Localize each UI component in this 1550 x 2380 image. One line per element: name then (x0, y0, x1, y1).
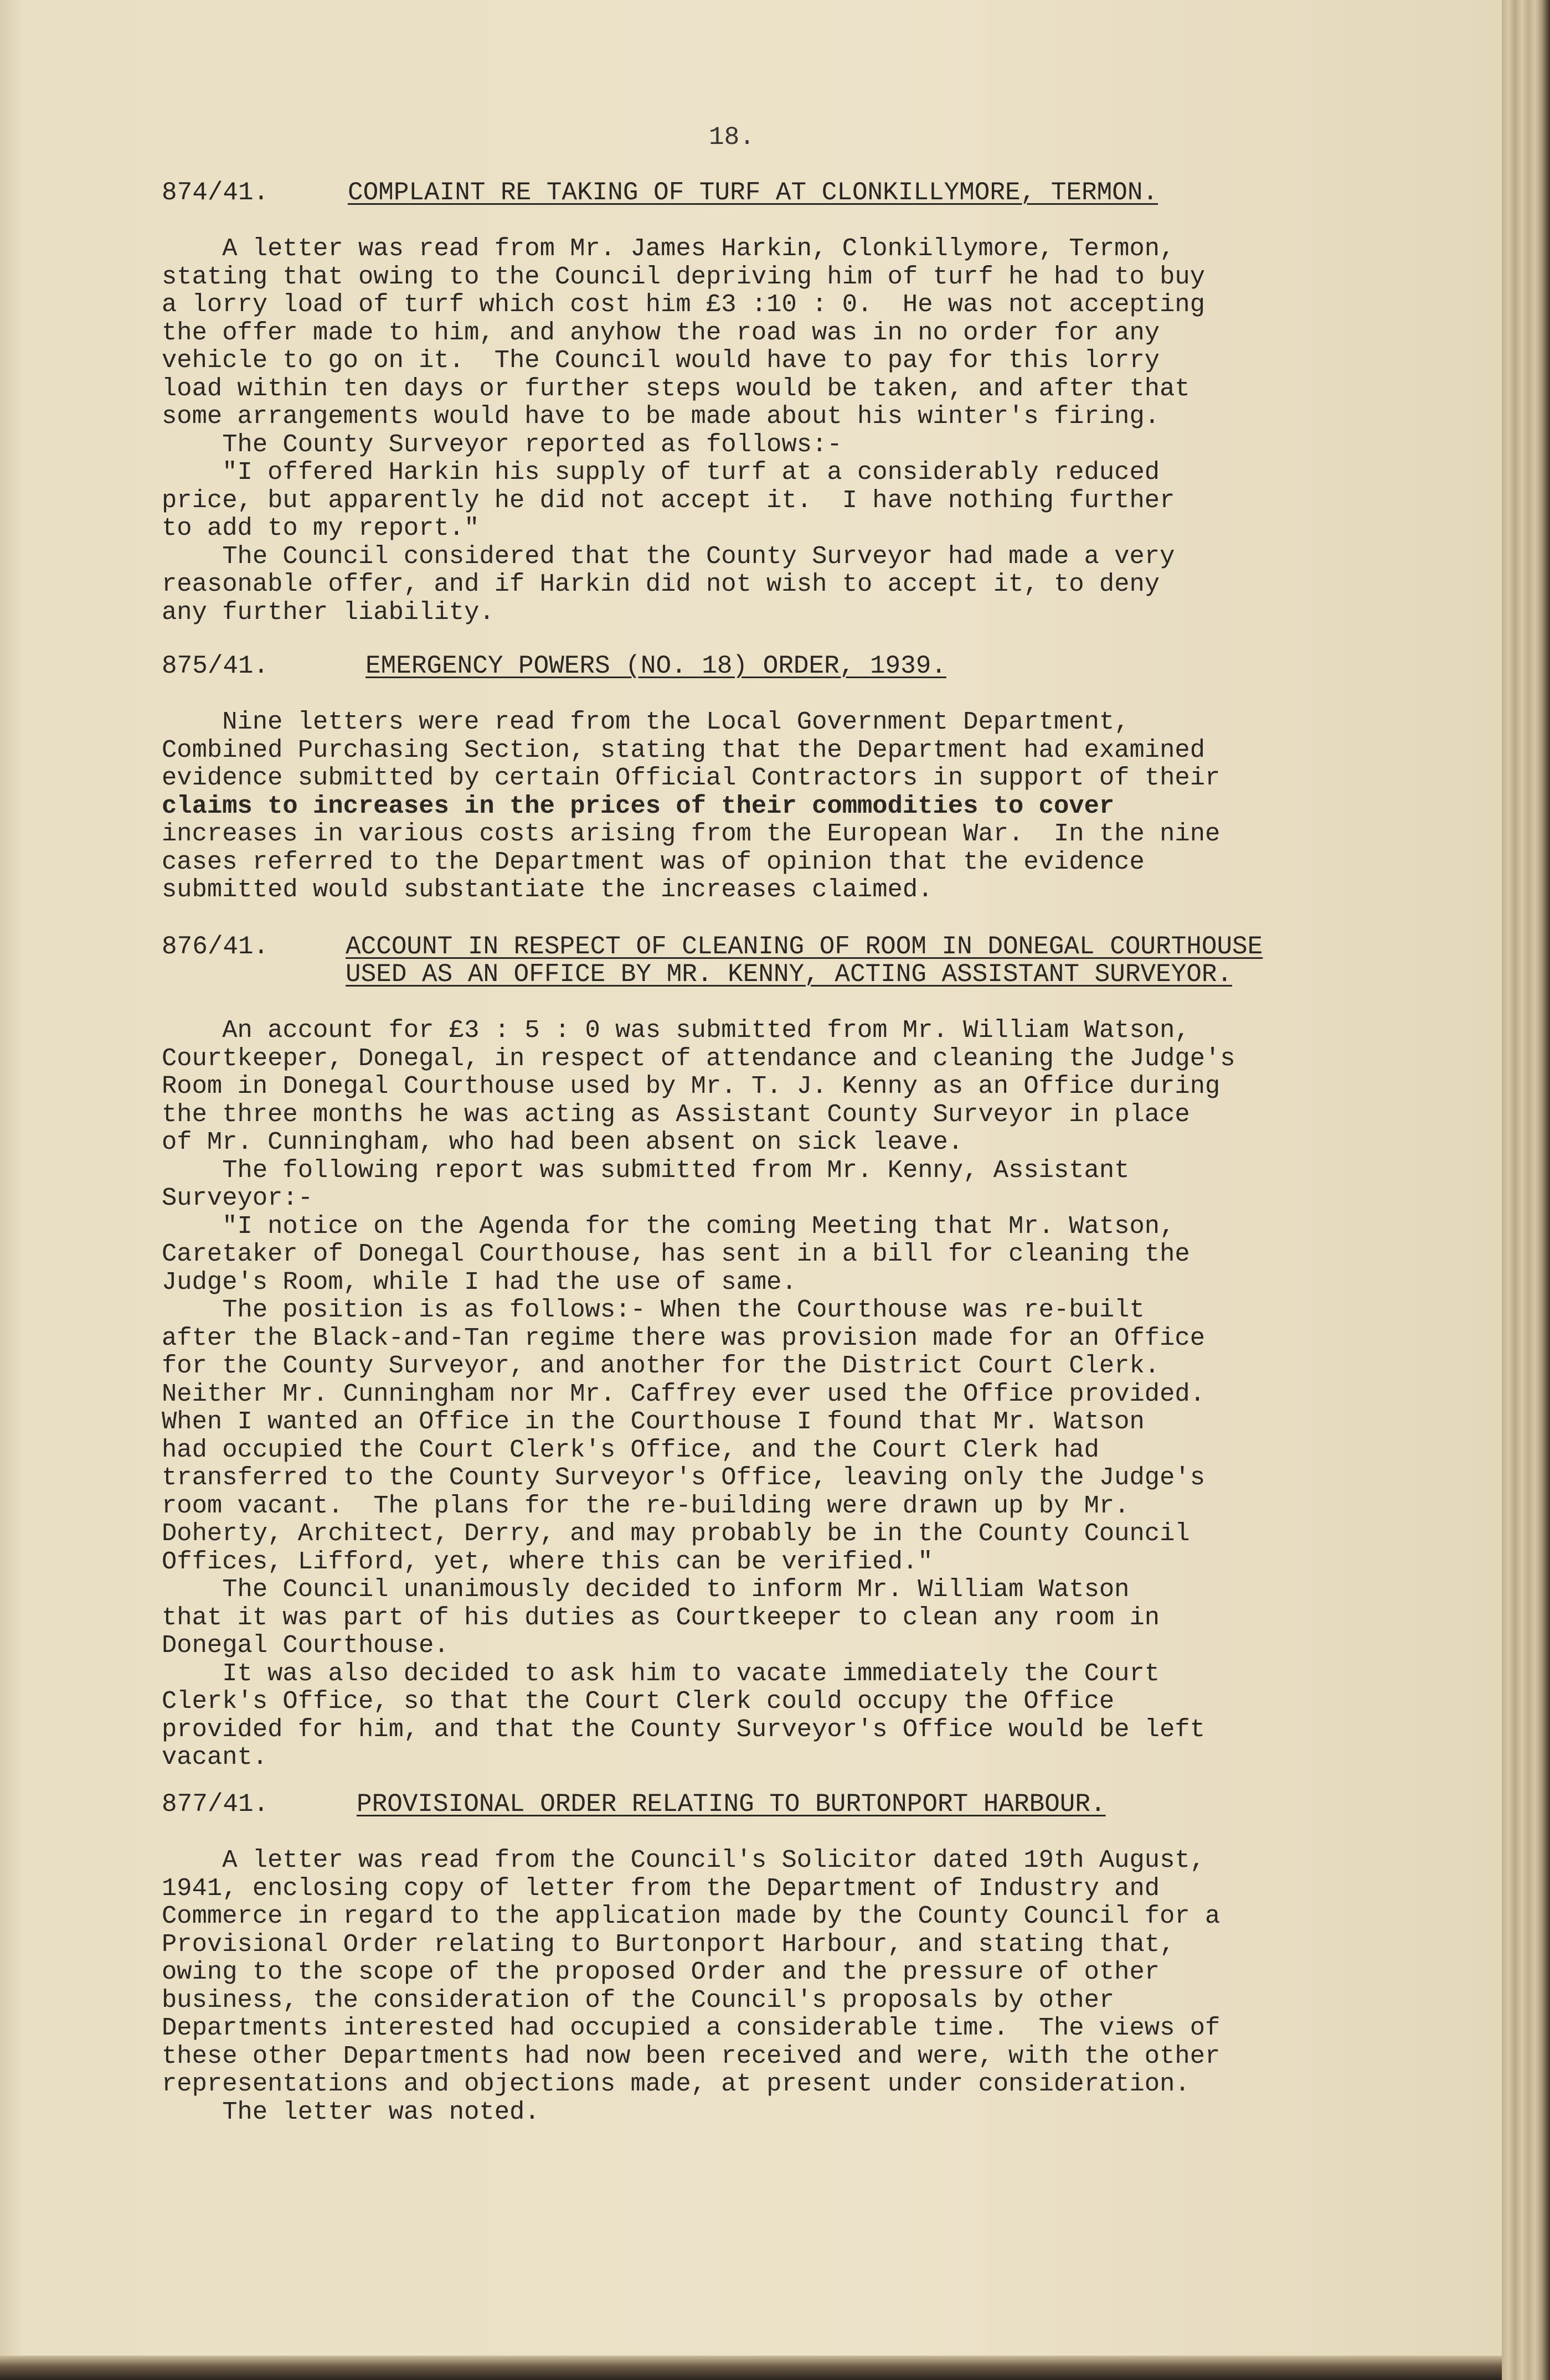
body-line: Surveyor:- (162, 1184, 313, 1212)
body-line: submitted would substantiate the increases claimed. (162, 875, 933, 904)
body-line: "I offered Harkin his supply of turf at a considerably reduced (162, 458, 1160, 487)
body-line: the three months he was acting as Assistant County Surveyor in place (162, 1099, 1190, 1129)
page-bottom-edge (0, 2356, 1502, 2380)
body-line: the offer made to him, and anyhow the road was in no order for any (162, 318, 1160, 347)
body-line: a lorry load of turf which cost him £3 :10 : 0. He was not accepting (162, 290, 1206, 319)
body-line: 1941, enclosing copy of letter from the Department of Industry and (162, 1873, 1160, 1903)
body-line: Caretaker of Donegal Courthouse, has sent in a bill for cleaning the (162, 1240, 1190, 1268)
body-line: for the County Surveyor, and another for the District Court Clerk. (162, 1351, 1160, 1380)
body-line: Doherty, Architect, Derry, and may probably be in the County Council (162, 1519, 1190, 1548)
minute-number: 874/41. (162, 178, 269, 207)
minute-number: 877/41. (162, 1790, 269, 1819)
minute-number: 875/41. (162, 652, 269, 680)
minute-body (162, 235, 1205, 626)
body-line: vacant. (162, 1743, 268, 1772)
minute-heading: COMPLAINT RE TAKING OF TURF AT CLONKILLYMORE, TERMON. (348, 178, 1158, 207)
minute-heading: ACCOUNT IN RESPECT OF CLEANING OF ROOM IN DONEGAL COURTHOUSE (346, 932, 1263, 961)
body-line: stating that owing to the Council depriving him of turf he had to buy (162, 262, 1206, 291)
minute-heading-continued: USED AS AN OFFICE BY MR. KENNY, ACTING ASSISTANT SURVEYOR. (346, 960, 1233, 989)
body-line: evidence submitted by certain Official Contractors in support of their (162, 763, 1221, 792)
body-line: The position is as follows:- When the Courthouse was re-built (162, 1295, 1145, 1324)
page-number: 18. (709, 123, 755, 152)
body-line: claims to increases in the prices of their commodities to cover (162, 791, 1115, 820)
body-line: The Council considered that the County Surveyor had made a very (162, 541, 1175, 571)
body-line: reasonable offer, and if Harkin did not wish to accept it, to deny (162, 570, 1160, 598)
body-line: Room in Donegal Courthouse used by Mr. T. J. Kenny as an Office during (162, 1072, 1221, 1101)
body-line: increases in various costs arising from the European War. In the nine (162, 819, 1221, 848)
body-line: representations and objections made, at present under consideration. (162, 2069, 1190, 2098)
body-line: Neither Mr. Cunningham nor Mr. Caffrey ever used the Office provided. (162, 1379, 1206, 1408)
body-line: A letter was read from Mr. James Harkin, Clonkillymore, Termon, (162, 234, 1175, 263)
body-line: room vacant. The plans for the re-building were drawn up by Mr. (162, 1491, 1130, 1520)
body-line: The Council unanimously decided to inform Mr. William Watson (162, 1575, 1130, 1604)
body-line: Commerce in regard to the application made by the County Council for a (162, 1902, 1221, 1930)
body-line: Courtkeeper, Donegal, in respect of attendance and cleaning the Judge's (162, 1044, 1235, 1073)
body-line: after the Black-and-Tan regime there was provision made for an Office (162, 1323, 1206, 1352)
body-line: cases referred to the Department was of opinion that the evidence (162, 847, 1145, 876)
body-line: load within ten days or further steps would be taken, and after that (162, 374, 1190, 403)
body-line: When I wanted an Office in the Courthouse I found that Mr. Watson (162, 1407, 1145, 1436)
minute-heading: PROVISIONAL ORDER RELATING TO BURTONPORT HARBOUR. (357, 1790, 1106, 1819)
body-line: provided for him, and that the County Surveyor's Office would be left (162, 1715, 1206, 1744)
minute-body (162, 1016, 1235, 1772)
body-line: "I notice on the Agenda for the coming Meeting that Mr. Watson, (162, 1211, 1175, 1241)
body-line: A letter was read from the Council's Solicitor dated 19th August, (162, 1846, 1206, 1875)
minute-body (162, 1846, 1220, 2126)
body-line: that it was part of his duties as Courtkeeper to clean any room in (162, 1603, 1160, 1632)
body-line: Offices, Lifford, yet, where this can be verified." (162, 1547, 933, 1576)
body-line: to add to my report." (162, 514, 480, 543)
minute-body (162, 708, 1220, 904)
body-line: some arrangements would have to be made about his winter's firing. (162, 402, 1160, 431)
body-line: Judge's Room, while I had the use of same. (162, 1267, 797, 1297)
body-line: An account for £3 : 5 : 0 was submitted from Mr. William Watson, (162, 1016, 1190, 1045)
body-line: The letter was noted. (162, 2097, 540, 2126)
body-line: owing to the scope of the proposed Order and the pressure of other (162, 1958, 1160, 1986)
minute-number: 876/41. (162, 932, 269, 961)
body-line: Nine letters were read from the Local Government Department, (162, 708, 1130, 736)
minute-heading: EMERGENCY POWERS (NO. 18) ORDER, 1939. (365, 652, 946, 680)
body-line: Combined Purchasing Section, stating that the Department had examined (162, 735, 1206, 765)
body-line: these other Departments had now been received and were, with the other (162, 2041, 1221, 2071)
body-line: Donegal Courthouse. (162, 1631, 449, 1660)
body-line: Clerk's Office, so that the Court Clerk could occupy the Office (162, 1687, 1115, 1716)
body-line: The following report was submitted from Mr. Kenny, Assistant (162, 1155, 1130, 1185)
body-line: vehicle to go on it. The Council would have to pay for this lorry (162, 346, 1160, 375)
body-line: Departments interested had occupied a considerable time. The views of (162, 2014, 1221, 2042)
book-binding-edge (1502, 0, 1550, 2380)
body-line: business, the consideration of the Council's proposals by other (162, 1985, 1115, 2015)
body-line: any further liability. (162, 597, 495, 627)
body-line: The County Surveyor reported as follows:- (162, 430, 842, 459)
body-line: It was also decided to ask him to vacate immediately the Court (162, 1659, 1160, 1688)
body-line: of Mr. Cunningham, who had been absent on sick leave. (162, 1128, 964, 1157)
body-line: had occupied the Court Clerk's Office, and the Court Clerk had (162, 1435, 1099, 1464)
body-line: price, but apparently he did not accept it. I have nothing further (162, 486, 1175, 515)
body-line: Provisional Order relating to Burtonport Harbour, and stating that, (162, 1929, 1175, 1959)
body-line: transferred to the County Surveyor's Office, leaving only the Judge's (162, 1463, 1206, 1492)
